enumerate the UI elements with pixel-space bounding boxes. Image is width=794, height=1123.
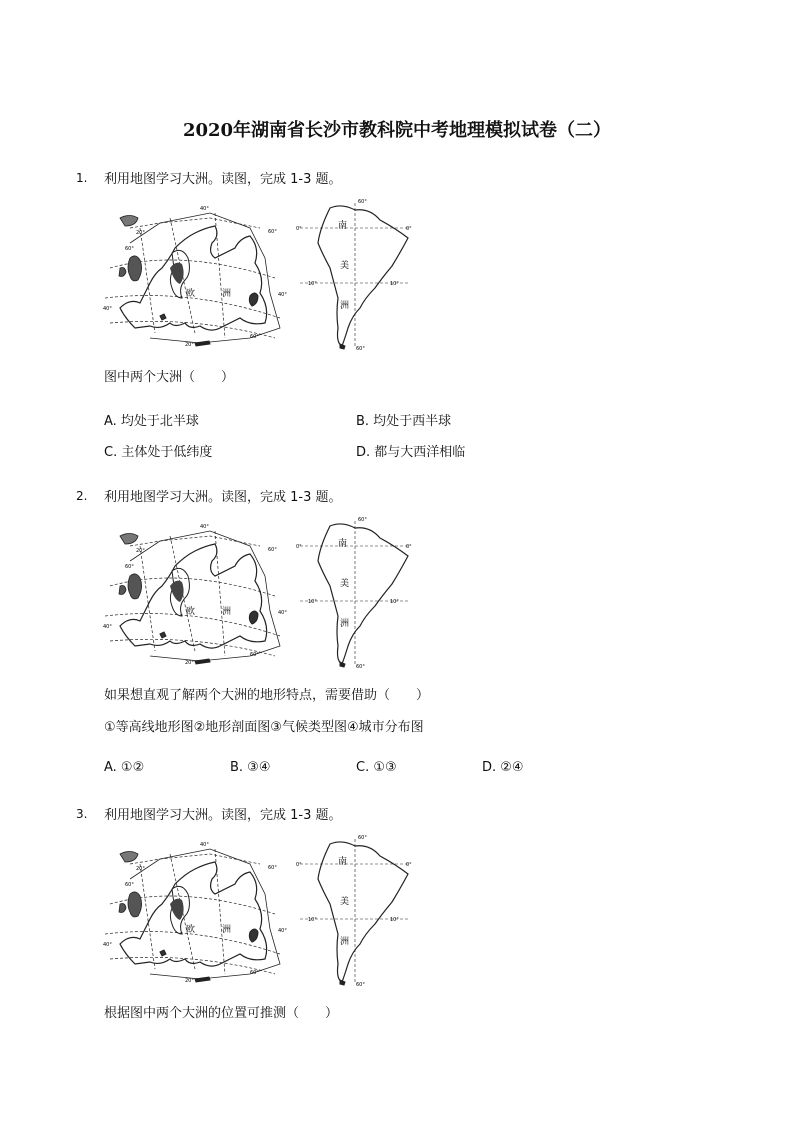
option-a[interactable]: A. 均处于北半球: [104, 414, 199, 429]
option-d[interactable]: D. ②④: [482, 760, 524, 775]
question-stem: 利用地图学习大洲。读图，完成 1-3 题。: [104, 172, 342, 187]
map-figure: [100, 198, 420, 353]
question-number: 1.: [76, 171, 88, 185]
question-number: 3.: [76, 807, 88, 821]
option-c[interactable]: C. ①③: [356, 760, 397, 775]
question-prompt: 如果想直观了解两个大洲的地形特点，需要借助（ ）: [104, 688, 430, 703]
question-stem: 利用地图学习大洲。读图，完成 1-3 题。: [104, 490, 342, 505]
option-b[interactable]: B. 均处于西半球: [356, 414, 452, 429]
option-d[interactable]: D. 都与大西洋相临: [356, 445, 466, 460]
question-stem: 利用地图学习大洲。读图，完成 1-3 题。: [104, 808, 342, 823]
map-figure: [100, 834, 420, 989]
option-b[interactable]: B. ③④: [230, 760, 271, 775]
option-a[interactable]: A. ①②: [104, 760, 145, 775]
page-title: 2020年湖南省长沙市教科院中考地理模拟试卷（二）: [182, 120, 612, 141]
option-c[interactable]: C. 主体处于低纬度: [104, 445, 213, 460]
question-prompt: 根据图中两个大洲的位置可推测（ ）: [104, 1006, 339, 1021]
question-subline: ①等高线地形图②地形剖面图③气候类型图④城市分布图: [104, 720, 424, 735]
map-figure: [100, 516, 420, 671]
question-prompt: 图中两个大洲（ ）: [104, 370, 235, 385]
question-number: 2.: [76, 489, 88, 503]
